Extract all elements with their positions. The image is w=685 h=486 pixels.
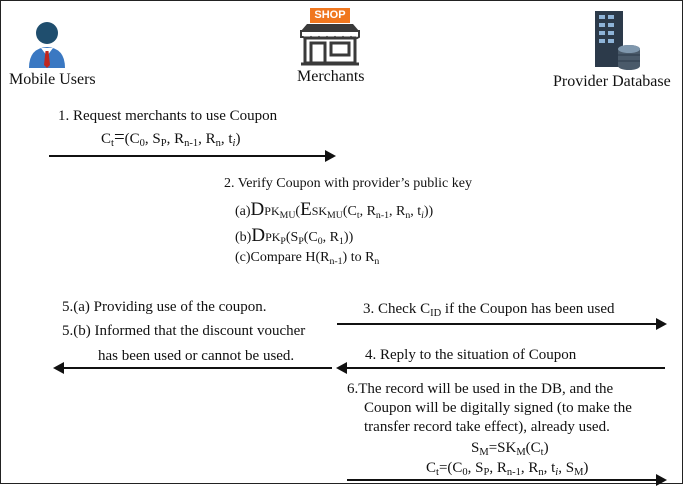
step-5b-line-2: has been used or cannot be used. [98, 348, 295, 364]
step-3-suffix: if the Coupon has been used [441, 301, 615, 317]
step-2c-formula: (c)Compare $H(R_{n-1})$ to $R_n$ [235, 250, 380, 267]
step-2c-mid: ) to R [342, 250, 375, 265]
arrow-step-6 [347, 479, 665, 481]
arrow-step-5 [55, 367, 332, 369]
step-6-line-2: Coupon will be digitally signed (to make the [364, 400, 632, 416]
step-6-coupon-formula: $C_t=(C_0$, $S_P$, $R_{n-1}$, $R_n$, $t_i$, $S_M$) [426, 460, 589, 478]
arrow-step-3 [337, 323, 665, 325]
step-2a-formula: $(a)DPK_{MU}(ESK_{MU}(C_t$, $R_{n-1}$, $R_n$, $t_i$)) [235, 199, 434, 221]
mobile-user-icon [27, 21, 67, 69]
arrow-step-4 [338, 367, 665, 369]
step-6-line-3: transfer record take effect), already used. [364, 419, 610, 435]
shop-sign-text: SHOP [314, 9, 346, 21]
step-1-formula: $C_t=(C_0$, $S_P$, $R_{n-1}$, $R_n$, $t_i$) [101, 127, 241, 149]
step-2b-formula: $(b)DPK_P(S_P(C_0$, $R_1$)) [235, 225, 354, 247]
step-5b-line-1: 5.(b) Informed that the discount voucher [62, 323, 306, 339]
step-1-text: 1. Request merchants to use Coupon [58, 108, 278, 124]
step-4-text: 4. Reply to the situation of Coupon [365, 347, 577, 363]
step-5a-text: 5.(a) Providing use of the coupon. [62, 299, 267, 315]
step-3-text: 3. Check $C_{ID}$ if the Coupon has been used [363, 301, 615, 319]
actor-merchants: Merchants [297, 68, 365, 85]
step-6-signature-formula: $S_M=SK_M(C_t)$ [471, 440, 549, 458]
actor-provider-database: Provider Database [553, 73, 671, 90]
arrow-step-1 [49, 155, 334, 157]
step-6-line-1: 6.The record will be used in the DB, and the [347, 381, 614, 397]
server-database-icon [591, 9, 643, 71]
step-3-prefix: 3. Check C [363, 301, 431, 317]
actor-mobile-users: Mobile Users [9, 71, 96, 88]
step-2-text: 2. Verify Coupon with provider’s public key [224, 176, 472, 191]
step-2c-prefix: (c)Compare H(R [235, 250, 330, 265]
